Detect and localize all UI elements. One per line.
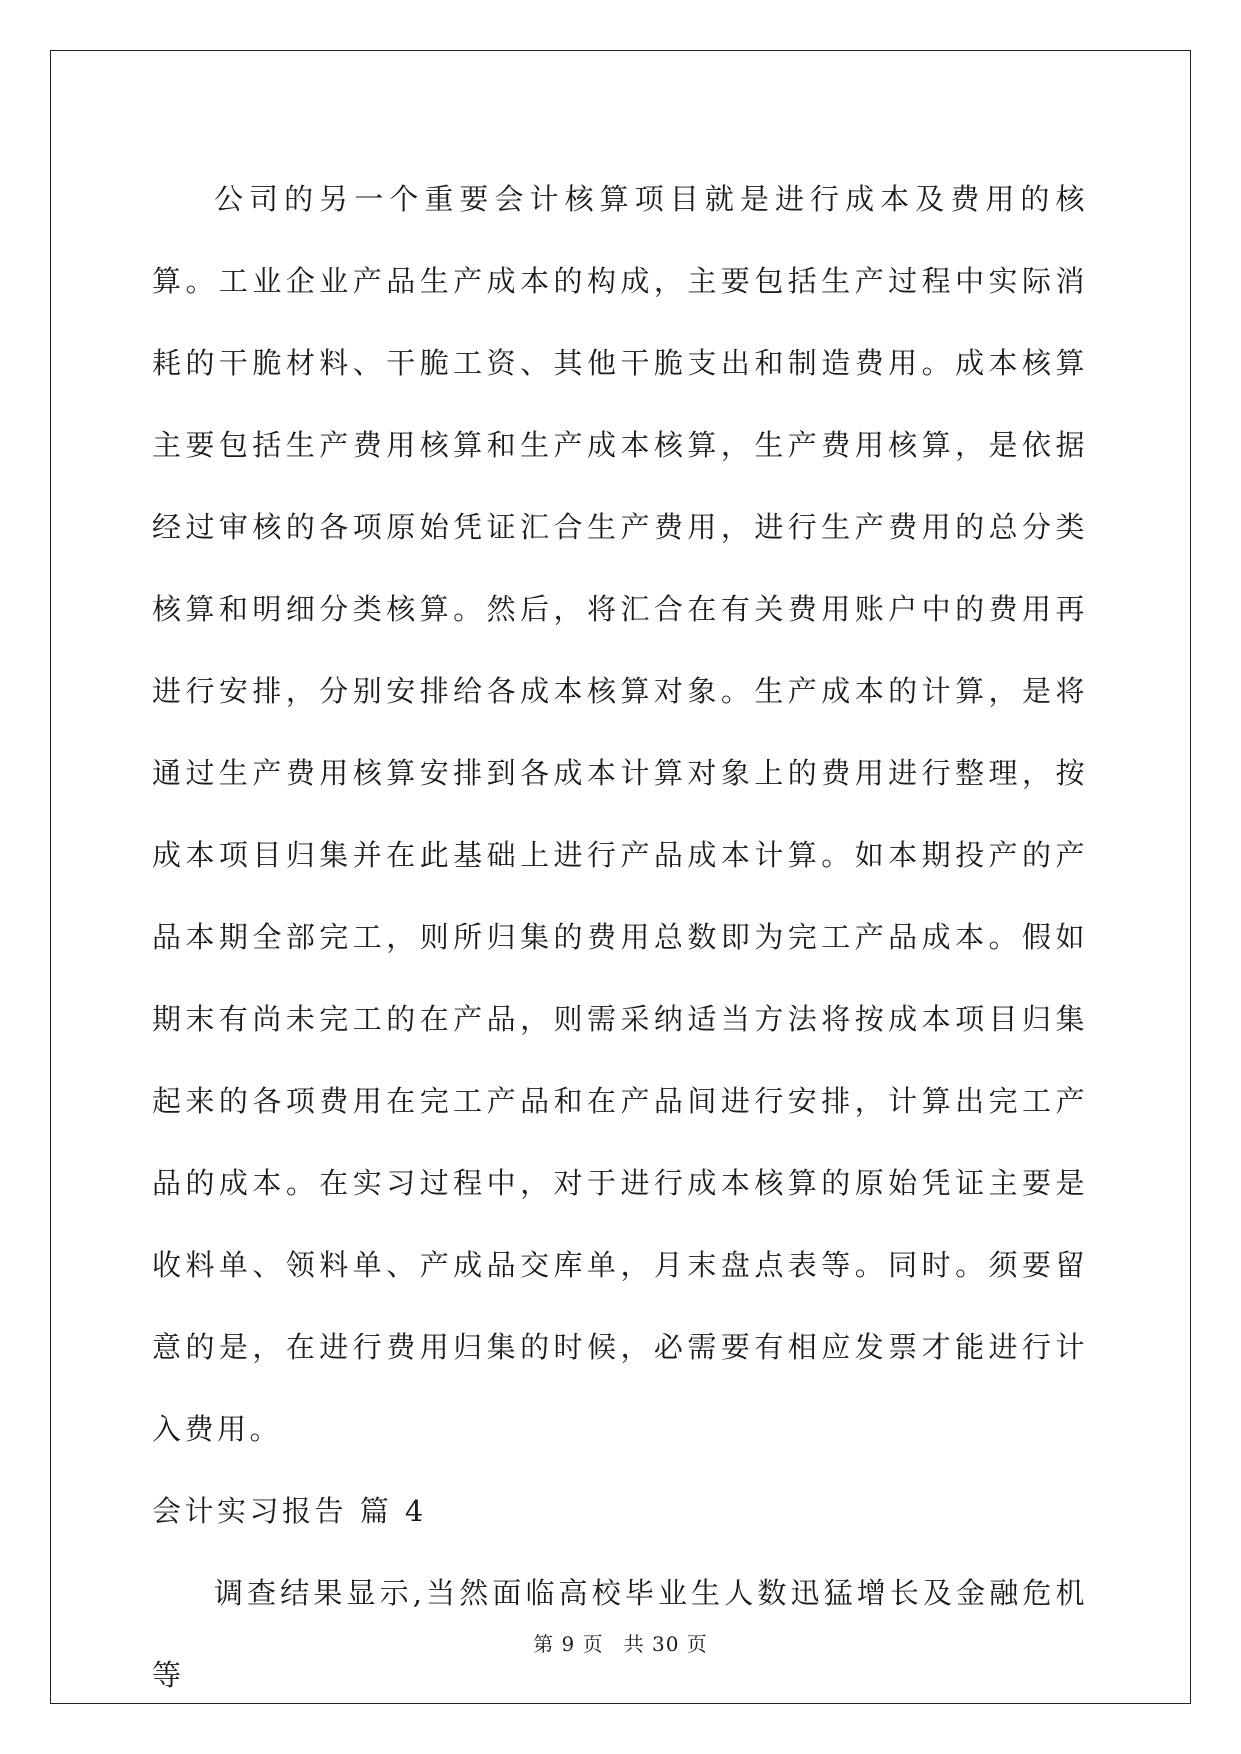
body-paragraph: 公司的另一个重要会计核算项目就是进行成本及费用的核算。工业企业产品生产成本的构成，主要包括生产过程中实际消耗的干脆材料、干脆工资、其他干脆支出和制造费用。成本核算主要包括生产费用核算和生产成本核算，生产费用核算，是依据经过审核的各项原始凭证汇合生产费用，进行生产费用的总分类核算和明细分类核算。然后，将汇合在有关费用账户中的费用再进行安排，分别安排给各成本核算对象。生产成本的计算，是将通过生产费用核算安排到各成本计算对象上的费用进行整理，按成本项目归集并在此基础上进行产品成本计算。如本期投产的产品本期全部完工，则所归集的费用总数即为完工产品成本。假如期末有尚未完工的在产品，则需采纳适当方法将按成本项目归集起来的各项费用在完工产品和在产品间进行安排，计算出完工产品的成本。在实习过程中，对于进行成本核算的原始凭证主要是收料单、领料单、产成品交库单，月末盘点表等。同时。须要留意的是，在进行费用归集的时候，必需要有相应发票才能进行计入费用。: [152, 182, 1088, 1446]
document-body: [152, 158, 1088, 1716]
page-number: 第 9 页: [533, 1632, 604, 1656]
section-heading: 会计实习报告 篇 4: [152, 1494, 427, 1528]
page-total: 共 30 页: [623, 1632, 708, 1656]
body-paragraph: 调查结果显示,当然面临高校毕业生人数迅猛增长及金融危机等: [152, 1576, 1088, 1692]
page-footer: [0, 1628, 1241, 1657]
